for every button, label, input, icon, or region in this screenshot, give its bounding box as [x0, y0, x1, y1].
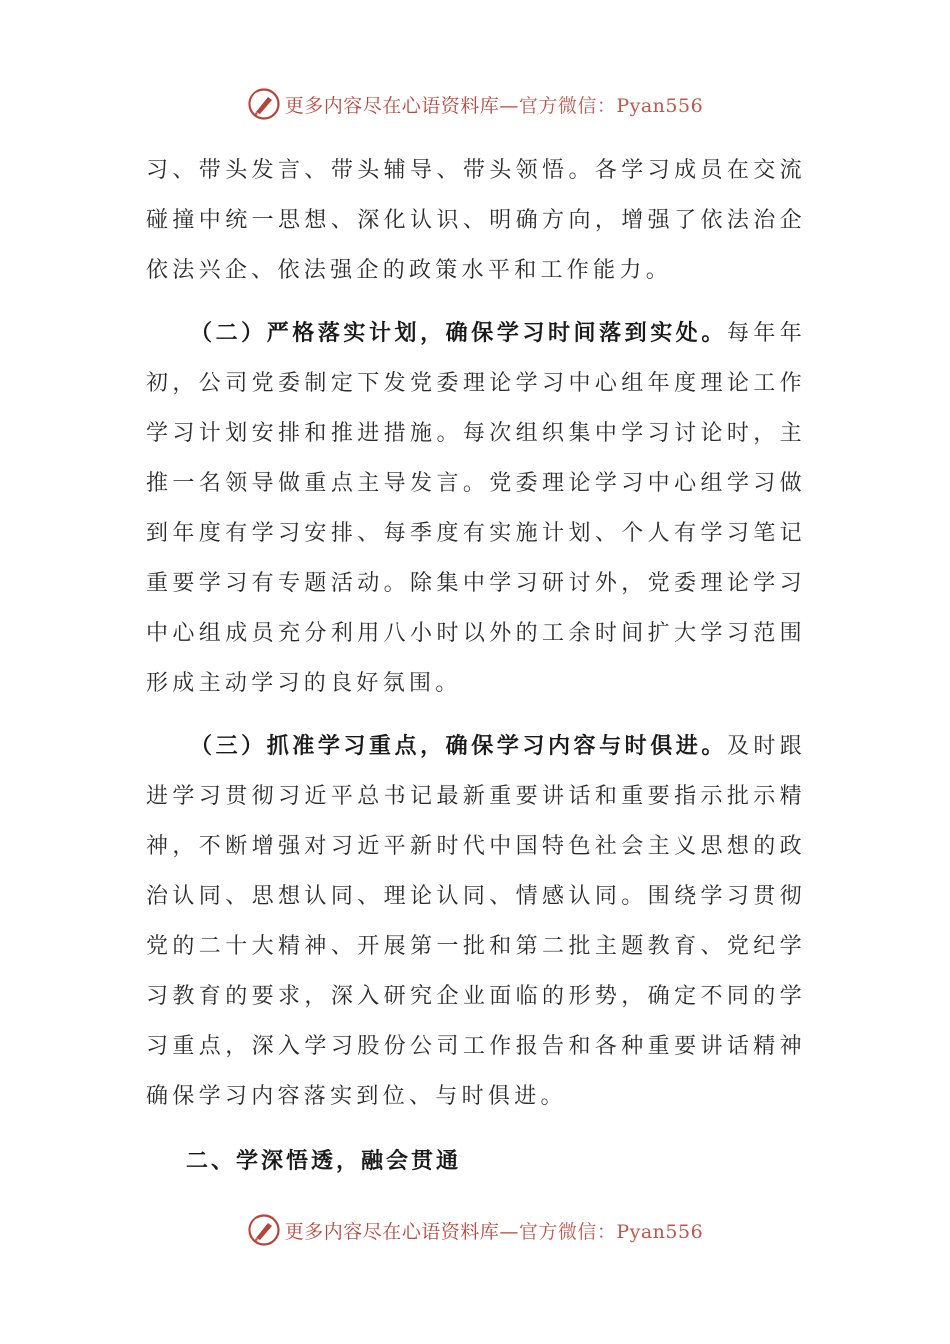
paragraph-1: 习、带头发言、带头辅导、带头领悟。各学习成员在交流碰撞中统一思想、深化认识、明确方向，增强了依法治企依法兴企、依法强企的政策水平和工作能力。 — [146, 158, 806, 283]
header-banner — [0, 84, 950, 124]
paragraph-2 — [146, 308, 806, 709]
paragraph-3-text: 及时跟进学习贯彻习近平总书记最新重要讲话和重要指示批示精神，不断增强对习近平新时代中国特色社会主义思想的政治认同、思想认同、理论认同、情感认同。围绕学习贯彻党的二十大精神、开展第一批和第二批主题教育、党纪学习教育的要求，深入研究企业面临的形势，确定不同的学习重点，深入学习股份公司工作报告和各种重要讲话精神确保学习内容落实到位、与时俱进。 — [146, 734, 806, 1109]
header-banner-text: 更多内容尽在心语资料库—官方微信：Pyan556 — [284, 94, 704, 117]
paragraph-2-lead: （二）严格落实计划，确保学习时间落到实处。 — [190, 320, 727, 346]
paragraph-2-text: 每年年初，公司党委制定下发党委理论学习中心组年度理论工作学习计划安排和推进措施。每次组织集中学习讨论时，主推一名领导做重点主导发言。党委理论学习中心组学习做到年度有学习安排、每季度有实施计划、个人有学习笔记重要学习有专题活动。除集中学习研讨外，党委理论学习中心组成员充分利用八小时以外的工余时间扩大学习范围形成主动学习的良好氛围。 — [146, 321, 806, 696]
section-heading-2: 二、学深悟透，融会贯通 — [186, 1148, 462, 1174]
footer-banner — [0, 1210, 950, 1250]
footer-banner-text: 更多内容尽在心语资料库—官方微信：Pyan556 — [284, 1220, 704, 1243]
pen-logo-icon — [247, 1213, 281, 1247]
paragraph-3 — [146, 721, 806, 1122]
document-body — [146, 146, 806, 1186]
pen-logo-icon — [247, 87, 281, 121]
paragraph-3-lead: （三）抓准学习重点，确保学习内容与时俱进。 — [190, 733, 727, 759]
